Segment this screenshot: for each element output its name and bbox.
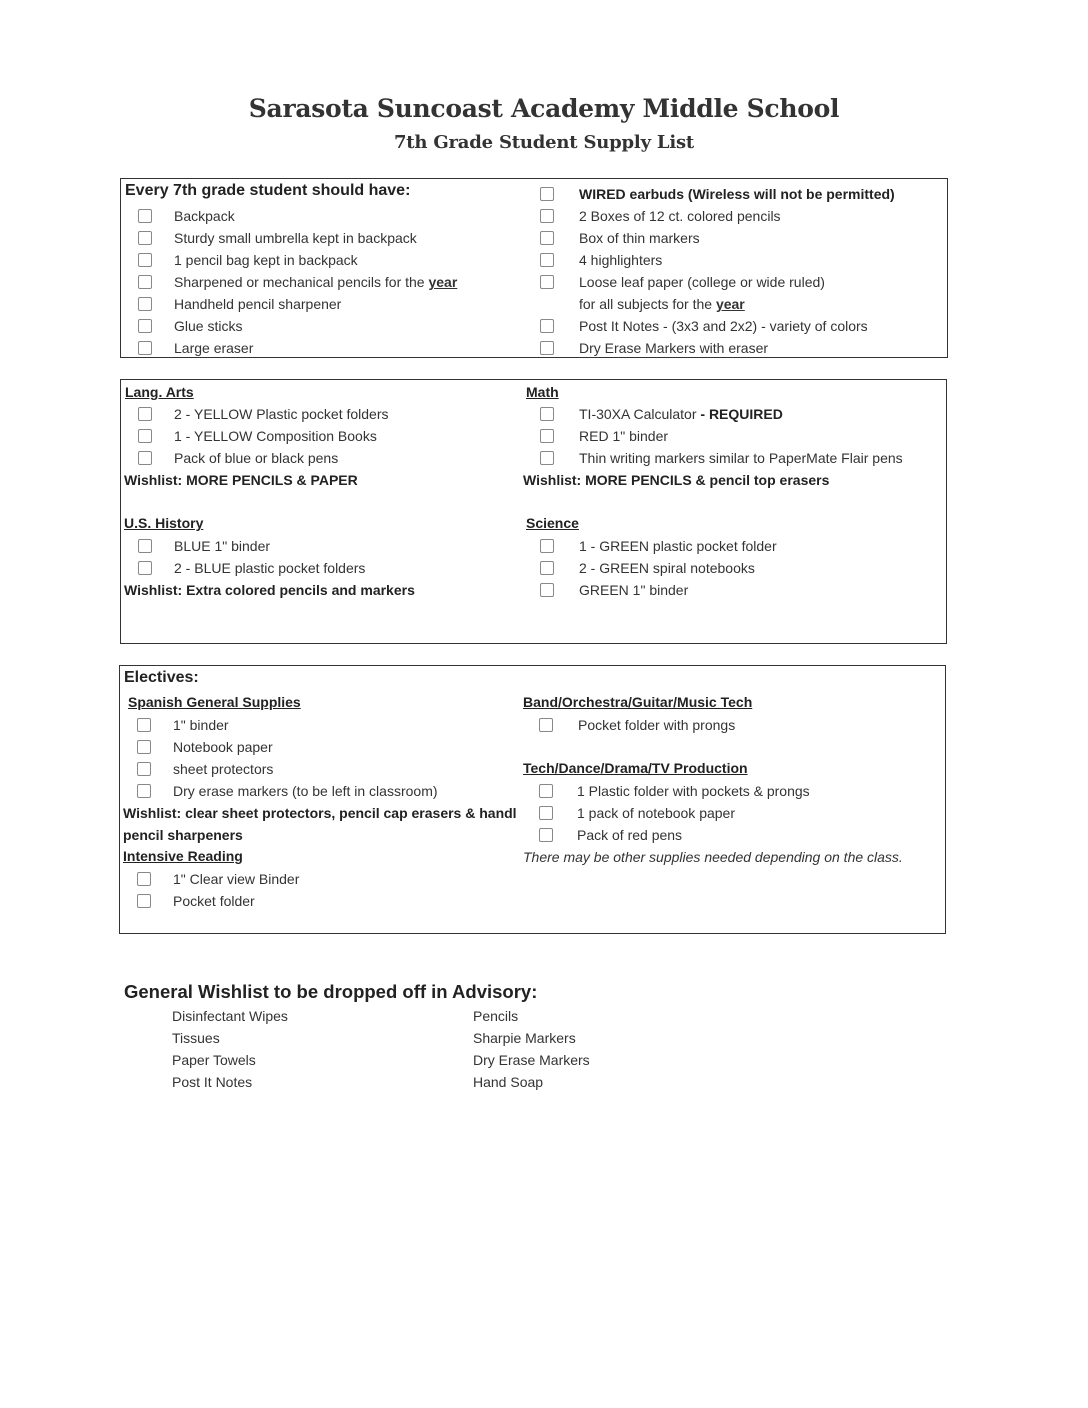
- math-wishlist: Wishlist: MORE PENCILS & pencil top erasers: [523, 472, 830, 488]
- general-wishlist-heading: General Wishlist to be dropped off in Advisory:: [124, 981, 538, 1002]
- intensive-reading-heading: Intensive Reading: [123, 848, 243, 864]
- checkbox[interactable]: [137, 740, 151, 754]
- list-item: Sharpie Markers: [473, 1030, 576, 1046]
- checkbox[interactable]: [138, 231, 152, 245]
- lang-arts-wishlist: Wishlist: MORE PENCILS & PAPER: [124, 472, 358, 488]
- checkbox[interactable]: [540, 407, 554, 421]
- electives-heading: Electives:: [124, 669, 199, 686]
- checkbox[interactable]: [138, 275, 152, 289]
- checkbox[interactable]: [540, 561, 554, 575]
- checkbox[interactable]: [540, 539, 554, 553]
- list-item: Dry Erase Markers: [473, 1052, 590, 1068]
- checkbox[interactable]: [138, 253, 152, 267]
- spanish-wishlist-continuation: pencil sharpeners: [123, 827, 243, 843]
- list-item: Post It Notes: [172, 1074, 253, 1090]
- checkbox[interactable]: [540, 429, 554, 443]
- checkbox[interactable]: [138, 297, 152, 311]
- list-item: Pencils: [473, 1008, 519, 1024]
- list-item: Paper Towels: [172, 1052, 256, 1068]
- checkbox[interactable]: [138, 561, 152, 575]
- checkbox[interactable]: [539, 806, 553, 820]
- checkbox[interactable]: [137, 894, 151, 908]
- us-history-wishlist: Wishlist: Extra colored pencils and markers: [124, 582, 415, 598]
- checkbox[interactable]: [539, 718, 553, 732]
- list-item: Disinfectant Wipes: [172, 1008, 288, 1024]
- checkbox[interactable]: [540, 319, 554, 333]
- science-heading: Science: [526, 515, 579, 531]
- checkbox[interactable]: [540, 583, 554, 597]
- electives-note: There may be other supplies needed depending on the class.: [523, 849, 903, 865]
- checkbox[interactable]: [540, 187, 554, 201]
- checkbox[interactable]: [540, 209, 554, 223]
- us-history-heading: U.S. History: [124, 515, 204, 531]
- checkbox[interactable]: [539, 784, 553, 798]
- math-heading: Math: [526, 384, 559, 400]
- checkbox[interactable]: [540, 275, 554, 289]
- checkbox[interactable]: [540, 341, 554, 355]
- checkbox[interactable]: [138, 319, 152, 333]
- list-item: Hand Soap: [473, 1074, 544, 1090]
- checkbox[interactable]: [138, 407, 152, 421]
- document-subtitle: 7th Grade Student Supply List: [393, 132, 695, 153]
- spanish-wishlist: Wishlist: clear sheet protectors, pencil cap erasers & handl: [123, 805, 517, 821]
- checkbox[interactable]: [137, 718, 151, 732]
- tech-heading: Tech/Dance/Drama/TV Production: [523, 760, 748, 776]
- checkbox[interactable]: [540, 231, 554, 245]
- general-supplies-heading: Every 7th grade student should have:: [125, 182, 411, 199]
- band-heading: Band/Orchestra/Guitar/Music Tech: [523, 694, 753, 710]
- checkbox[interactable]: [138, 341, 152, 355]
- document-title: Sarasota Suncoast Academy Middle School: [248, 94, 840, 123]
- checkbox[interactable]: [138, 451, 152, 465]
- checkbox[interactable]: [138, 429, 152, 443]
- checkbox[interactable]: [138, 209, 152, 223]
- spanish-heading: Spanish General Supplies: [128, 694, 301, 710]
- checkbox[interactable]: [137, 784, 151, 798]
- checkbox[interactable]: [540, 253, 554, 267]
- checkbox[interactable]: [138, 539, 152, 553]
- lang-arts-heading: Lang. Arts: [125, 384, 194, 400]
- list-item: Tissues: [172, 1030, 220, 1046]
- checkbox[interactable]: [540, 451, 554, 465]
- checkbox[interactable]: [137, 762, 151, 776]
- checkbox[interactable]: [539, 828, 553, 842]
- checkbox[interactable]: [137, 872, 151, 886]
